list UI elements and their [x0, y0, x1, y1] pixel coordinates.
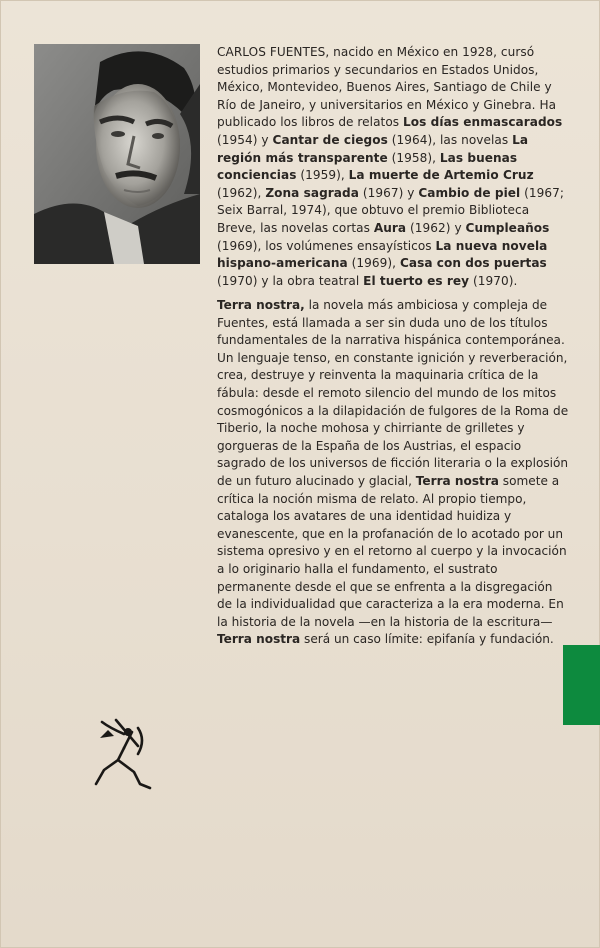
book-title: El tuerto es rey — [363, 273, 470, 288]
synopsis-text: Terra nostra, la novela más ambiciosa y compleja de Fuentes, está llamada a ser sin duda uno de los títulos fundamentales de la narrativa hispánica contemporánea. Un lenguaje tenso, en constante ignición y reverberación, crea, destruye y reinventa la maquinaria crítica de la fábula: desde el remoto silencio del mundo de los mitos cosmogónicos a la dilapidación de fulgores de la Roma de Tiberio, la noche mohosa y chirriante de grilletes y gorgueras de la España de los Austrias, el espacio sagrado de los universos de ficción literaria o la explosión de un futuro alucinado y glacial, Terra nostra somete a crítica la noción misma de relato. Al propio tiempo, cataloga los avatares de una identidad huidiza y evanescente, que en la profanación de lo acotado por un sistema opresivo y en el retorno al cuerpo y la invocación a lo originario halla el fundamento, el sustrato permanente desde el que se enfrenta a la disgregación de la individualidad que caracteriza a la era moderna. En la historia de la novela —en la historia de la escritura— Terra nostra será un caso límite: epifanía y fundación. — [217, 298, 569, 647]
book-title: Casa con dos puertas — [399, 256, 547, 271]
author-portrait-icon — [34, 44, 200, 264]
book-title: Terra nostra, — [217, 298, 305, 312]
book-title: Las buenas conciencias — [217, 150, 518, 183]
author-photo — [34, 44, 200, 264]
book-title: La región más transparente — [217, 132, 529, 165]
author-bio — [217, 44, 567, 290]
author-name: CARLOS FUENTES — [217, 45, 326, 59]
book-title: Los días enmascarados — [403, 115, 563, 130]
book-title: La nueva novela hispano-americana — [217, 238, 548, 271]
book-title: La muerte de Artemio Cruz — [348, 168, 534, 183]
book-title: Aura — [373, 220, 407, 235]
green-tab — [563, 645, 600, 725]
author-bio-text: CARLOS FUENTES, nacido en México en 1928, cursó estudios primarios y secundarios en Estados Unidos, México, Montevideo, Buenos Aires, Santiago de Chile y Río de Janeiro, y universitarios en México y Ginebra. Ha publicado los libros de relatos Los días enmascarados (1954) y Cantar de ciegos (1964), las novelas La región más transparente (1958), Las buenas conciencias (1959), La muerte de Artemio Cruz (1962), Zona sagrada (1967) y Cambio de piel (1967; Seix Barral, 1974), que obtuvo el premio Biblioteca Breve, las novelas cortas Aura (1962) y Cumpleaños (1969), los volúmenes ensayísticos La nueva novela hispano-americana (1969), Casa con dos puertas (1970) y la obra teatral El tuerto es rey (1970). — [217, 45, 564, 288]
book-title: Terra nostra — [217, 632, 301, 647]
book-title: Cumpleaños — [465, 220, 550, 235]
book-title: Zona sagrada — [265, 185, 359, 200]
book-title: Cambio de piel — [418, 185, 521, 200]
archer-figure-logo-icon — [94, 718, 152, 796]
book-synopsis — [217, 297, 571, 649]
book-title: Cantar de ciegos — [272, 132, 388, 147]
book-title: Terra nostra — [415, 473, 499, 488]
